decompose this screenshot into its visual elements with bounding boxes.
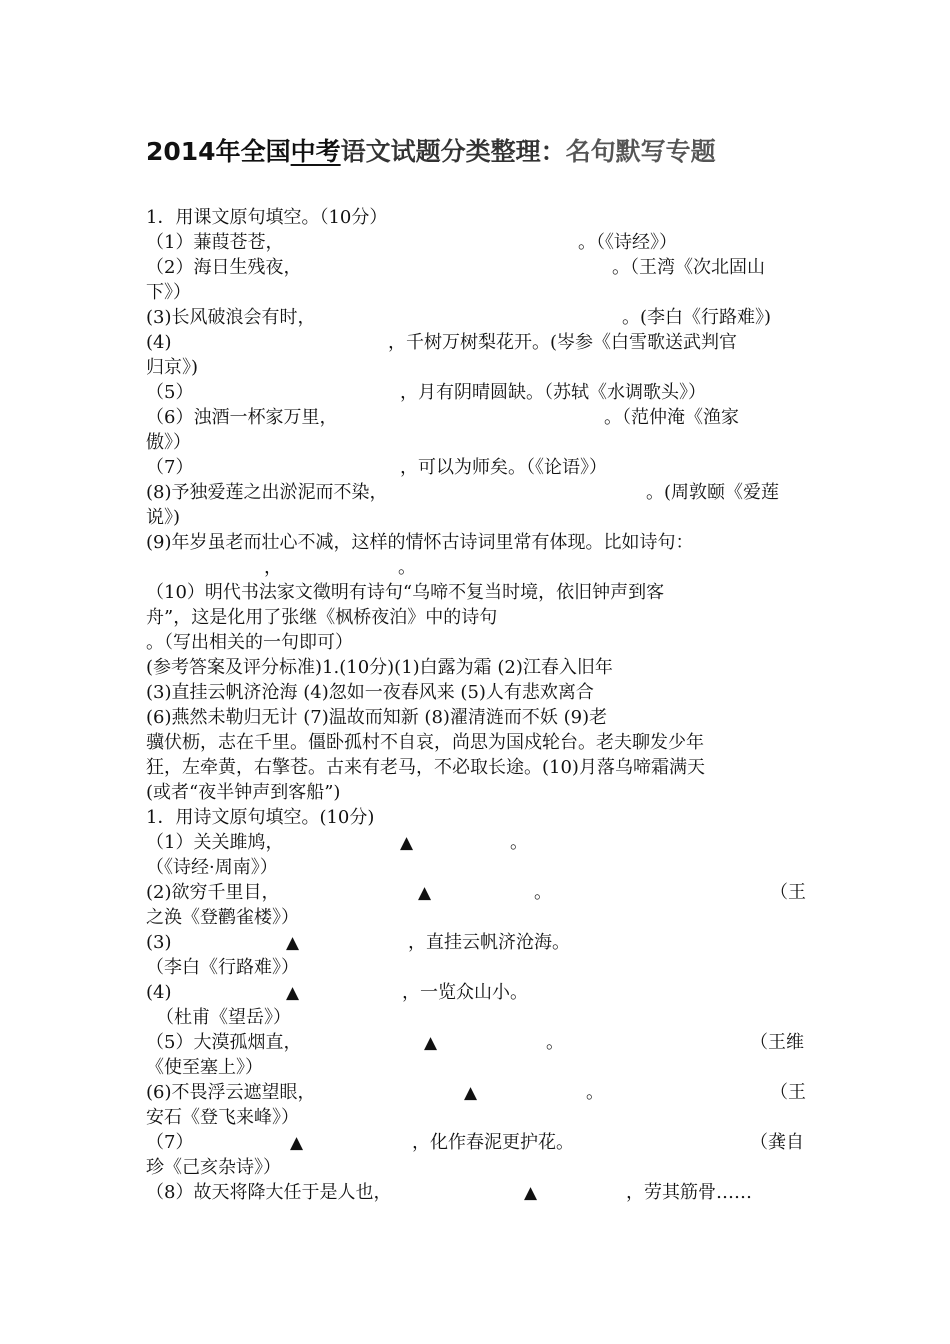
s2-q7: （7） ▲ ，化作春泥更护花。 （龚自	[146, 1132, 804, 1153]
triangle-icon: ▲	[400, 833, 414, 853]
title-part-2: 中考	[290, 137, 341, 166]
s2-q5: （5）大漠孤烟直， ▲ 。 （王维	[146, 1032, 804, 1053]
s1-q4-cont: 归京》)	[146, 357, 199, 378]
triangle-icon: ▲	[424, 1033, 438, 1053]
section1-header: 1．用课文原句填空。（10分）	[146, 207, 388, 228]
s1-q7: （7） ，可以为师矣。（《论语》）	[146, 457, 607, 478]
s2-q8: （8）故天将降大任于是人也， ▲ ，劳其筋骨……	[146, 1182, 752, 1203]
s1-q10: （10）明代书法家文徵明有诗句“乌啼不复当时境，依旧钟声到客	[146, 582, 665, 603]
triangle-icon: ▲	[286, 933, 300, 953]
s2-q3-source: （李白《行路难》）	[146, 957, 299, 978]
s2-q4: (4) ▲ ，一览众山小。	[146, 982, 528, 1003]
s1-q4: (4) ，千树万树梨花开。(岑参《白雪歌送武判官	[146, 332, 738, 353]
answer-line: (或者“夜半钟声到客船”)	[146, 782, 341, 803]
s2-q5-cont: 《使至塞上》）	[146, 1057, 263, 1078]
triangle-icon: ▲	[286, 983, 300, 1003]
s1-q2: （2）海日生残夜， 。（王湾《次北固山	[146, 257, 765, 278]
s1-q3: (3)长风破浪会有时， 。(李白《行路难》)	[146, 307, 772, 328]
triangle-icon: ▲	[290, 1133, 304, 1153]
title-part-1: 2014年全国	[146, 137, 291, 166]
s2-q2: (2)欲穷千里目， ▲ 。 （王	[146, 882, 806, 903]
s1-q9: (9)年岁虽老而壮心不减，这样的情怀古诗词里常有体现。比如诗句：	[146, 532, 694, 553]
section2-header: 1．用诗文原句填空。(10分)	[146, 807, 375, 828]
s1-q10-cont: 舟”，这是化用了张继《枫桥夜泊》中的诗句	[146, 607, 498, 628]
s1-q5: （5） ，月有阴晴圆缺。（苏轼《水调歌头》）	[146, 382, 706, 403]
answer-line: 骥伏枥，志在千里。僵卧孤村不自哀，尚思为国戍轮台。老夫聊发少年	[146, 732, 704, 753]
s1-q1: （1）蒹葭苍苍， 。（《诗经》）	[146, 232, 677, 253]
answer-line: 狂，左牵黄，右擎苍。古来有老马，不必取长途。(10)月落乌啼霜满天	[146, 757, 705, 778]
triangle-icon: ▲	[524, 1183, 538, 1203]
s1-q6: （6）浊酒一杯家万里， 。（范仲淹《渔家	[146, 407, 739, 428]
s2-q1-source: （《诗经·周南》）	[146, 857, 278, 878]
s2-q3: (3) ▲ ，直挂云帆济沧海。	[146, 932, 570, 953]
s1-q9-blanks: ， 。	[264, 557, 416, 578]
s2-q2-cont: 之涣《登鹳雀楼》）	[146, 907, 299, 928]
s1-q8-cont: 说》)	[146, 507, 181, 528]
title-part-4: 名句默写专题	[565, 137, 716, 166]
title-part-3: 语文试题分类整理：	[340, 137, 566, 166]
s1-q2-cont: 下》）	[146, 282, 191, 303]
document-title	[146, 132, 716, 168]
answer-line: (3)直挂云帆济沧海 (4)忽如一夜春风来 (5)人有悲欢离合	[146, 682, 594, 703]
s1-q10-cont2: 。（写出相关的一句即可）	[146, 632, 353, 653]
s1-q8: (8)予独爱莲之出淤泥而不染， 。(周敦颐《爱莲	[146, 482, 780, 503]
s1-q6-cont: 傲》）	[146, 432, 191, 453]
answer-line: (6)燕然未勒归无计 (7)温故而知新 (8)濯清涟而不妖 (9)老	[146, 707, 608, 728]
answer-line: (参考答案及评分标准)1.(10分)(1)白露为霜 (2)江春入旧年	[146, 657, 613, 678]
s2-q6-cont: 安石《登飞来峰》）	[146, 1107, 299, 1128]
s2-q7-cont: 珍《己亥杂诗》）	[146, 1157, 281, 1178]
s2-q1: （1）关关雎鸠， ▲ 。	[146, 832, 528, 853]
triangle-icon: ▲	[418, 883, 432, 903]
triangle-icon: ▲	[464, 1083, 478, 1103]
s2-q4-source: （杜甫《望岳》）	[156, 1007, 291, 1028]
s2-q6: (6)不畏浮云遮望眼， ▲ 。 （王	[146, 1082, 806, 1103]
